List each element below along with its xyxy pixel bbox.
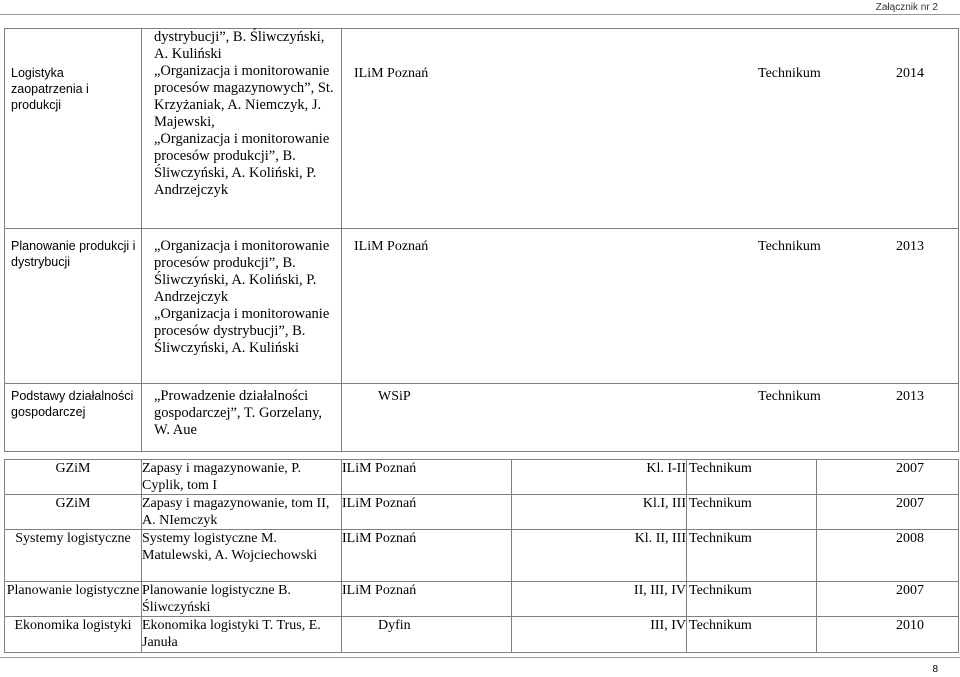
- textbook-title: Zapasy i magazynowanie, tom II, A. NIemczyk: [142, 496, 330, 528]
- school-type: Technikum: [758, 389, 821, 404]
- school-type: Technikum: [758, 66, 821, 81]
- textbook-title: Planowanie logistyczne B. Śliwczyński: [142, 583, 291, 615]
- school-type: Technikum: [689, 531, 752, 546]
- school-type: Technikum: [689, 618, 752, 633]
- school-type: Technikum: [689, 461, 752, 476]
- textbook-title: „Organizacja i monitorowanie procesów produkcji”, B. Śliwczyński, A. Koliński, P. Andrzejczyk: [154, 131, 330, 198]
- subject-name: Planowanie logistyczne: [6, 583, 140, 598]
- table-row: [5, 582, 959, 617]
- subject-name: GZiM: [55, 496, 91, 511]
- publisher: ILiM Poznań: [342, 583, 417, 598]
- school-type: Technikum: [758, 239, 821, 254]
- textbook-title: Systemy logistyczne M. Matulewski, A. Wojciechowski: [142, 531, 318, 563]
- year: 2010: [896, 618, 924, 633]
- table-row: [5, 617, 959, 653]
- publisher: ILiM Poznań: [342, 461, 417, 476]
- textbook-title: „Organizacja i monitorowanie procesów magazynowych”, St. Krzyżaniak, A. Niemczyk, J. Majewski,: [154, 63, 334, 130]
- textbook-title: „Organizacja i monitorowanie procesów produkcji”, B. Śliwczyński, A. Koliński, P. Andrzejczyk: [154, 238, 330, 305]
- subject-name: Systemy logistyczne: [15, 531, 131, 546]
- school-type: Technikum: [689, 583, 752, 598]
- table-row: [5, 495, 959, 530]
- footer-rule: [0, 657, 960, 658]
- table-row: [5, 384, 959, 452]
- publisher: Dyfin: [378, 618, 411, 633]
- year: 2008: [896, 531, 924, 546]
- class-level: II, III, IV: [633, 583, 686, 598]
- publisher: ILiM Poznań: [342, 531, 417, 546]
- subject-name: GZiM: [55, 461, 91, 476]
- textbook-table-lower: [4, 459, 959, 653]
- class-level: Kl.I, III: [642, 496, 686, 511]
- header-rule: [0, 14, 960, 15]
- textbook-title: dystrybucji”, B. Śliwczyński, A. Kuliński: [154, 29, 325, 62]
- textbook-title: Zapasy i magazynowanie, P. Cyplik, tom I: [142, 461, 302, 493]
- annex-label: Załącznik nr 2: [875, 2, 938, 13]
- table-row: [5, 229, 959, 384]
- subject-name: Logistyka zaopatrzenia i produkcji: [11, 66, 89, 112]
- subject-name: Ekonomika logistyki: [14, 618, 132, 633]
- subject-name: Planowanie produkcji i dystrybucji: [11, 239, 136, 269]
- subject-name: Podstawy działalności gospodarczej: [11, 389, 134, 419]
- table-row: [5, 530, 959, 582]
- class-level: Kl. I-II: [646, 461, 686, 476]
- textbook-title: Ekonomika logistyki T. Trus, E. Januła: [142, 618, 321, 650]
- year: 2007: [896, 461, 924, 476]
- textbook-title: „Organizacja i monitorowanie procesów dystrybucji”, B. Śliwczyński, A. Kuliński: [154, 306, 330, 356]
- publisher: WSiP: [378, 389, 411, 404]
- publisher: ILiM Poznań: [354, 239, 429, 254]
- school-type: Technikum: [689, 496, 752, 511]
- year: 2013: [896, 389, 924, 404]
- publisher: ILiM Poznań: [354, 66, 429, 81]
- class-level: III, IV: [650, 618, 686, 633]
- textbook-title: „Prowadzenie działalności gospodarczej”, T. Gorzelany, W. Aue: [154, 388, 323, 438]
- table-row: [5, 29, 959, 229]
- publisher: ILiM Poznań: [342, 496, 417, 511]
- year: 2013: [896, 239, 924, 254]
- page-number: 8: [932, 664, 938, 675]
- year: 2007: [896, 496, 924, 511]
- table-row: [5, 460, 959, 495]
- year: 2007: [896, 583, 924, 598]
- year: 2014: [896, 66, 924, 81]
- class-level: Kl. II, III: [634, 531, 686, 546]
- textbook-table-upper: [4, 28, 959, 452]
